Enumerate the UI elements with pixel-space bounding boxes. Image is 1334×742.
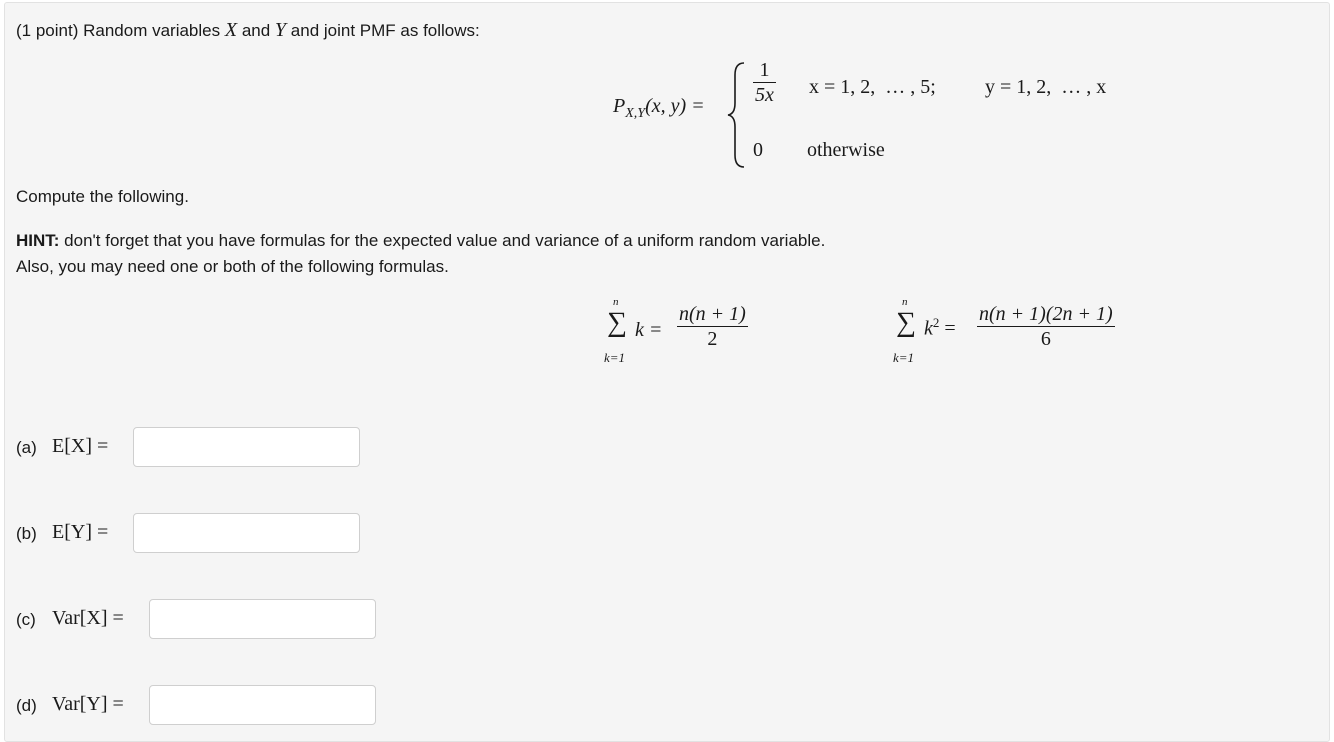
compute-instruction: Compute the following. <box>16 187 189 206</box>
formula1-lower-limit: k=1 <box>604 350 626 365</box>
formula1-fraction <box>677 303 748 350</box>
formula2-body <box>924 315 956 341</box>
case2-condition: otherwise <box>807 139 885 161</box>
question-b-expression: E[Y] = <box>52 521 109 543</box>
pmf-lhs <box>613 95 705 122</box>
left-brace <box>726 61 748 169</box>
answer-input-a[interactable] <box>133 427 360 467</box>
question-a-label: (a) <box>16 438 37 457</box>
formula2-fraction <box>977 303 1115 350</box>
hint-line-2: Also, you may need one or both of the following formulas. <box>16 257 449 276</box>
problem-panel <box>4 2 1330 742</box>
intro-text: Random variables <box>83 21 221 40</box>
var-x: X <box>224 19 238 41</box>
and-word: and <box>241 21 271 40</box>
case1-numerator: 1 <box>753 59 776 83</box>
question-c-expression: Var[X] = <box>52 607 124 629</box>
formula1-body: k = <box>635 319 663 341</box>
formula2-equals: = <box>944 317 956 340</box>
formula1-upper-limit: n <box>613 296 619 308</box>
pmf-args: (x, y) = <box>645 95 705 117</box>
question-b-label: (b) <box>16 524 37 543</box>
case1-condition-y: y = 1, 2, … , x <box>985 76 1107 98</box>
problem-statement <box>16 19 480 42</box>
formula2-lower-limit: k=1 <box>893 350 915 365</box>
formula2-exponent: 2 <box>932 315 940 330</box>
pmf-subscript: X,Y <box>625 106 646 121</box>
case1-fraction <box>753 59 776 106</box>
formula1-denominator: 2 <box>707 328 718 350</box>
question-a-expression: E[X] = <box>52 435 109 457</box>
case2-value: 0 <box>753 139 763 161</box>
hint-line-1 <box>16 231 825 251</box>
formula2-k: k <box>924 317 933 340</box>
formula2-denominator: 6 <box>1040 328 1051 350</box>
question-d-expression: Var[Y] = <box>52 693 124 715</box>
question-c-label: (c) <box>16 610 36 629</box>
pmf-p: P <box>613 95 626 117</box>
intro-text-end: and joint PMF as follows: <box>290 21 480 40</box>
var-y: Y <box>274 19 287 41</box>
answer-input-b[interactable] <box>133 513 360 553</box>
answer-input-d[interactable] <box>149 685 376 725</box>
formula2-upper-limit: n <box>902 296 908 308</box>
answer-input-c[interactable] <box>149 599 376 639</box>
formula1-sigma: ∑ <box>607 307 627 338</box>
formula2-sigma: ∑ <box>896 307 916 338</box>
hint-label: HINT: <box>16 231 60 250</box>
case1-denominator: 5x <box>755 84 774 106</box>
formula1-numerator: n(n + 1) <box>679 303 746 325</box>
case1-condition-x: x = 1, 2, … , 5; <box>809 76 936 98</box>
hint-text: don't forget that you have formulas for the expected value and variance of a uniform random variable. <box>59 231 826 250</box>
formula2-numerator: n(n + 1)(2n + 1) <box>979 303 1113 325</box>
question-d-label: (d) <box>16 696 37 715</box>
points-label: (1 point) <box>16 21 79 40</box>
